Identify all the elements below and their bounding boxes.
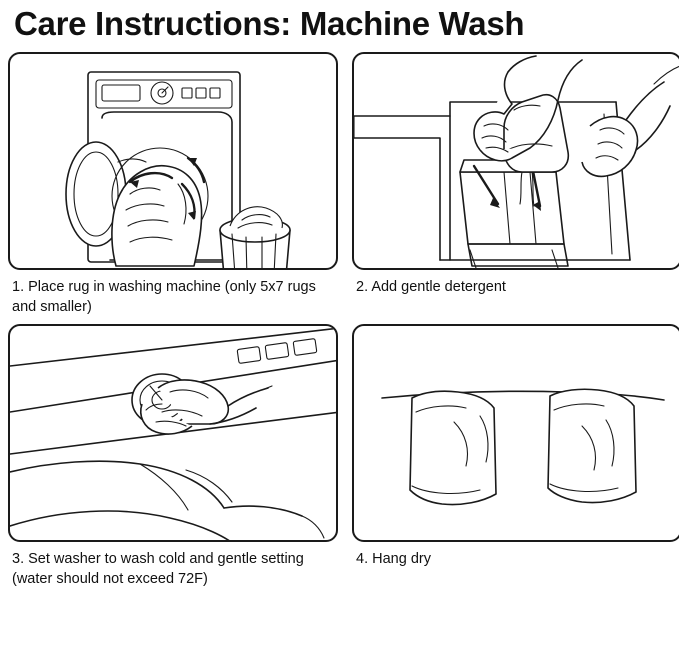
step-3-illustration-panel [8,324,338,542]
hands-pouring-detergent-into-drawer-icon [354,54,679,270]
step-4 [352,324,679,592]
two-rugs-hanging-on-line-icon [354,326,679,542]
step-1-illustration-panel [8,52,338,270]
step-2 [352,52,679,320]
steps-grid [8,52,671,592]
step-1-caption: 1. Place rug in washing machine (only 5x7 rugs and smaller) [12,279,316,315]
step-3 [8,324,344,592]
step-2-caption: 2. Add gentle detergent [356,279,506,296]
step-4-caption: 4. Hang dry [356,551,431,568]
page-title: Care Instructions: Machine Wash [14,5,525,42]
hand-turning-washer-dial-icon [10,326,338,542]
washing-machine-with-rug-and-basket-icon [10,54,338,270]
step-2-illustration-panel [352,52,679,270]
step-1 [8,52,344,320]
step-3-caption: 3. Set washer to wash cold and gentle setting (water should not exceed 72F) [12,551,304,587]
step-4-illustration-panel [352,324,679,542]
